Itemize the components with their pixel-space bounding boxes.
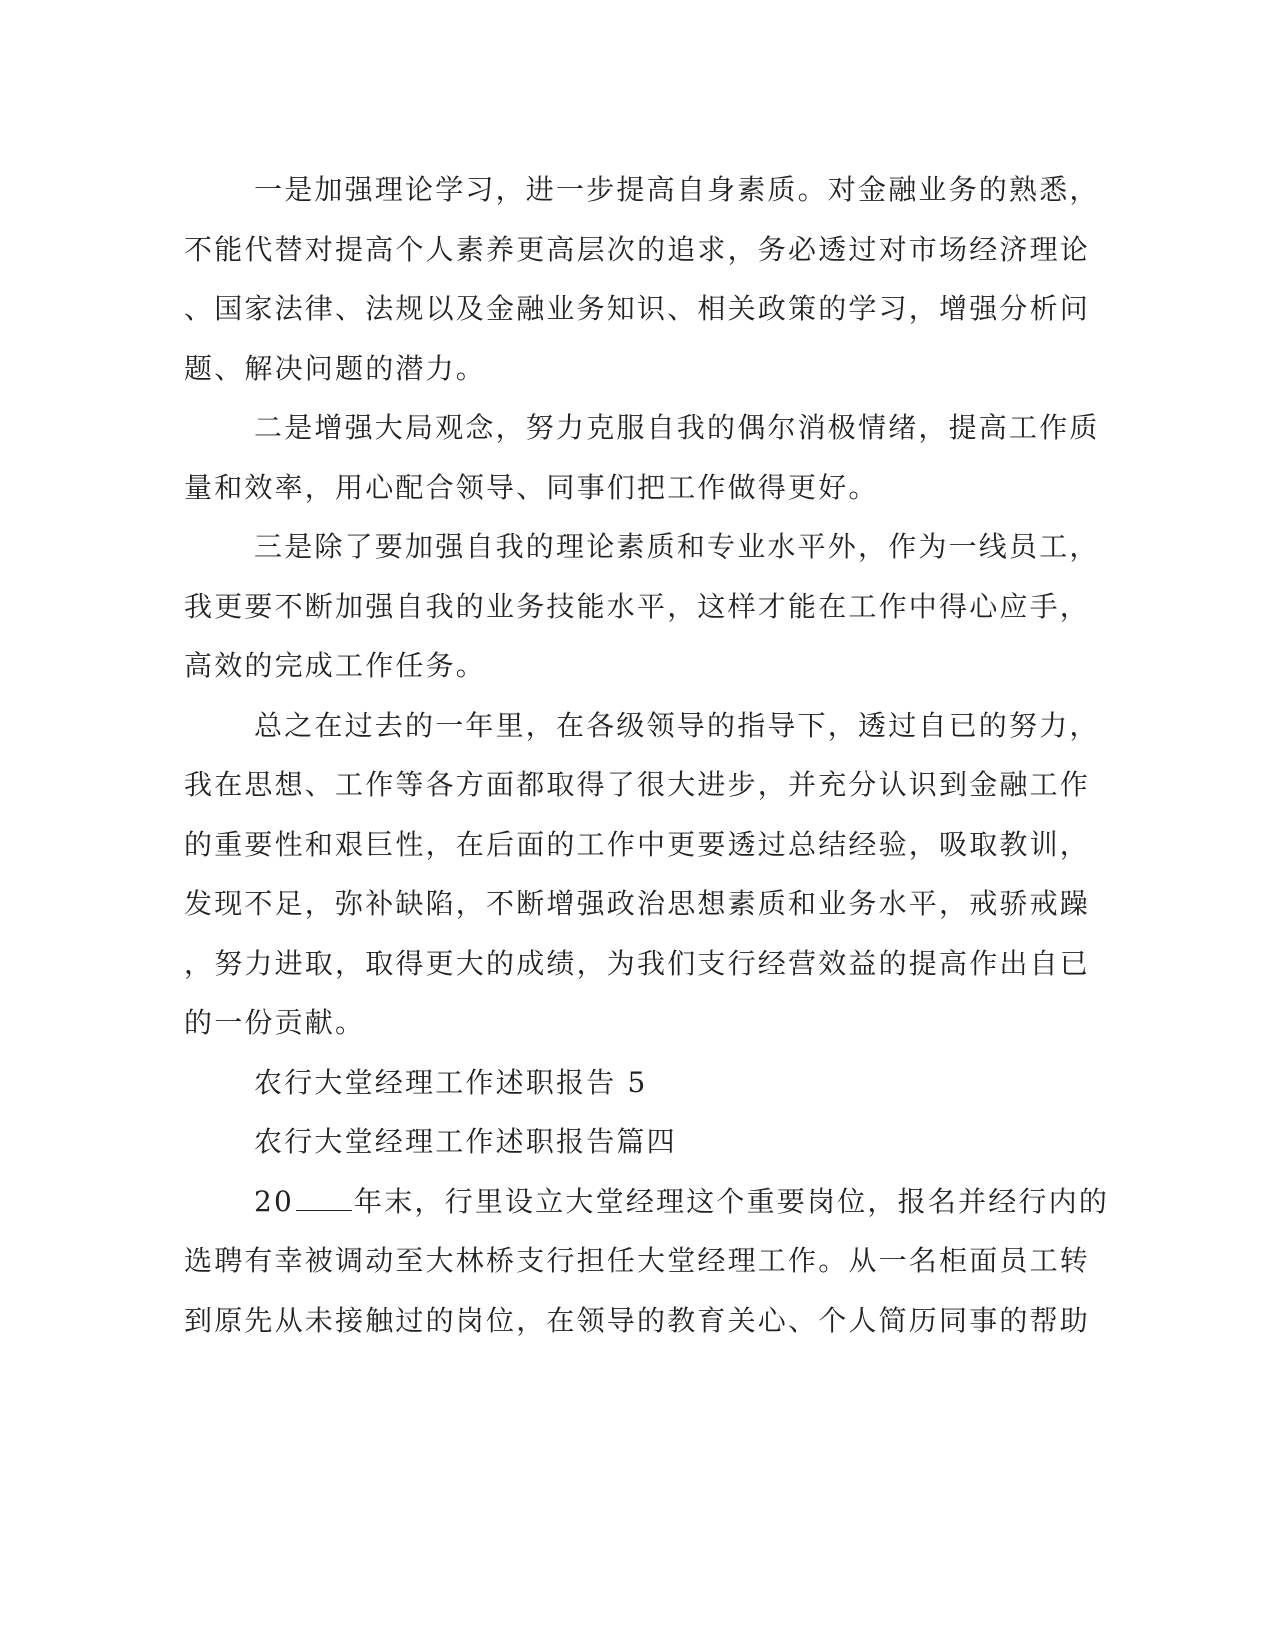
paragraph-line: 的一份贡献。 [184, 1006, 366, 1039]
paragraph-line: 的重要性和艰巨性，在后面的工作中更要透过总结经验，吸取教训， [184, 827, 1091, 861]
paragraph-line: 发现不足，弥补缺陷，不断增强政治思想素质和业务水平，戒骄戒躁 [184, 887, 1091, 920]
paragraph-line: 一是加强理论学习，进一步提高自身素质。对金融业务的熟悉， [254, 173, 1100, 206]
document-body [184, 160, 1110, 1350]
paragraph-line: 总之在过去的一年里，在各级领导的指导下，透过自已的努力， [254, 708, 1100, 742]
paragraph-line: 题、解决问题的潜力。 [184, 351, 487, 385]
year-prefix: 20 [254, 1184, 295, 1218]
section-heading: 农行大堂经理工作述职报告 5 [254, 1065, 648, 1099]
year-line [184, 1172, 1110, 1232]
paragraph-line: 到原先从未接触过的岗位，在领导的教育关心、个人简历同事的帮助 [184, 1303, 1091, 1337]
paragraph-line: 我更要不断加强自我的业务技能水平，这样才能在工作中得心应手， [184, 589, 1091, 623]
paragraph-line: 不能代替对提高个人素养更高层次的追求，务必透过对市场经济理论 [184, 232, 1091, 266]
paragraph-line: 选聘有幸被调动至大林桥支行担任大堂经理工作。从一名柜面员工转 [184, 1244, 1091, 1277]
section-heading: 农行大堂经理工作述职报告篇四 [254, 1125, 677, 1158]
paragraph-line: 三是除了要加强自我的理论素质和专业水平外，作为一线员工， [254, 530, 1100, 563]
paragraph-line: 二是增强大局观念，努力克服自我的偶尔消极情绪，提高工作质 [254, 411, 1100, 444]
paragraph-line: 我在思想、工作等各方面都取得了很大进步，并充分认识到金融工作 [184, 768, 1091, 801]
paragraph-line: ，努力进取，取得更大的成绩，为我们支行经营效益的提高作出自已 [184, 946, 1091, 980]
year-suffix: 年末，行里设立大堂经理这个重要岗位，报名并经行内的 [354, 1184, 1110, 1218]
paragraph-line: 高效的完成工作任务。 [184, 649, 487, 682]
year-blank-underline [296, 1188, 352, 1211]
paragraph-line: 、国家法律、法规以及金融业务知识、相关政策的学习，增强分析问 [184, 292, 1091, 325]
paragraph-line: 量和效率，用心配合领导、同事们把工作做得更好。 [184, 470, 879, 504]
